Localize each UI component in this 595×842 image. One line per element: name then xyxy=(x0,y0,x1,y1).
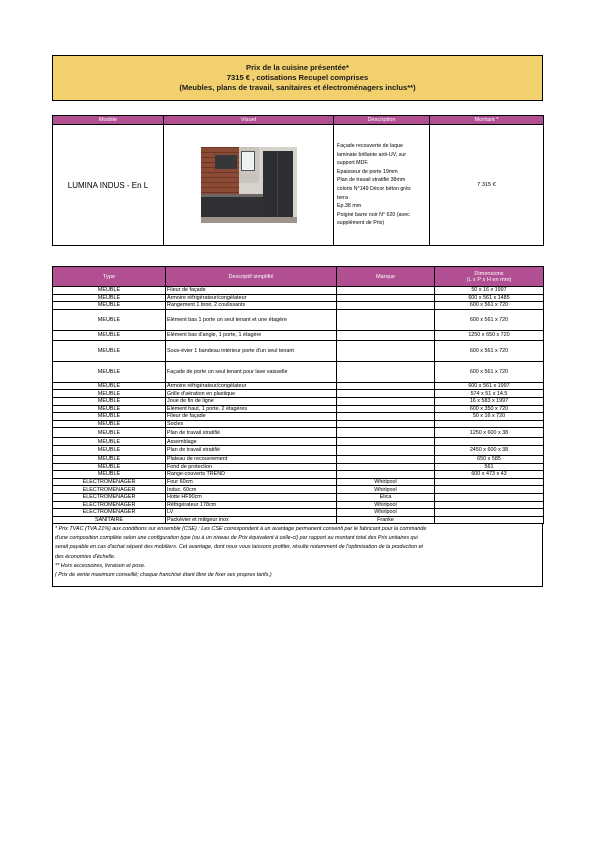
row-dimensions: 600 x 350 x 720 xyxy=(435,405,544,413)
table-row xyxy=(53,509,544,517)
row-dimensions: 1250 x 650 x 720 xyxy=(435,330,544,340)
detail-table xyxy=(52,266,544,524)
row-dimensions: 600 x 473 x 43 xyxy=(435,471,544,479)
summary-table xyxy=(52,115,544,246)
row-type: ELECTROMENAGER xyxy=(53,478,166,486)
table-row xyxy=(53,493,544,501)
row-dimensions: 600 x 561 x 720 xyxy=(435,340,544,361)
footnotes xyxy=(52,524,543,587)
row-description: Socles xyxy=(166,420,337,428)
footnote-line: ** Hors accessoires, livraison et pose. xyxy=(55,562,146,569)
row-brand xyxy=(337,287,435,295)
row-description: Assemblage xyxy=(166,438,337,446)
row-dimensions xyxy=(435,420,544,428)
row-dimensions: 2450 x 600 x 38 xyxy=(435,445,544,455)
row-brand xyxy=(337,455,435,463)
row-description: Fileur de façade xyxy=(166,287,337,295)
row-description: Packévier et mitigeur inox xyxy=(166,516,337,524)
row-brand xyxy=(337,302,435,310)
row-brand xyxy=(337,294,435,302)
row-description: Induc. 60cm xyxy=(166,486,337,494)
description-line: Poigné barre noir N° 620 (avec xyxy=(337,211,410,218)
row-type: MEUBLE xyxy=(53,340,166,361)
row-description: Rangement 1 tiroir, 2 coulissants xyxy=(166,302,337,310)
row-description: Four 60cm xyxy=(166,478,337,486)
row-type: MEUBLE xyxy=(53,405,166,413)
table-row xyxy=(53,382,544,390)
row-description: Grille d'aération en plastique xyxy=(166,390,337,398)
table-row xyxy=(53,302,544,310)
row-brand xyxy=(337,413,435,421)
row-dimensions xyxy=(435,509,544,517)
row-brand: Franke xyxy=(337,516,435,524)
row-dimensions xyxy=(435,478,544,486)
header-dimensions xyxy=(435,267,544,287)
row-dimensions xyxy=(435,438,544,446)
row-brand: Whirlpool xyxy=(337,486,435,494)
price-included-line: (Meubles, plans de travail, sanitaires et électroménagers inclus**) xyxy=(179,83,416,92)
row-brand xyxy=(337,397,435,405)
row-brand xyxy=(337,405,435,413)
row-dimensions xyxy=(435,493,544,501)
detail-header-row xyxy=(53,267,544,287)
row-brand xyxy=(337,382,435,390)
row-dimensions: 600 x 561 x 720 xyxy=(435,361,544,382)
table-row xyxy=(53,420,544,428)
row-dimensions: 1250 x 600 x 38 xyxy=(435,428,544,438)
row-dimensions: 561 xyxy=(435,463,544,471)
kitchen-photo xyxy=(201,147,297,223)
price-header-box xyxy=(52,55,543,101)
row-description: Elément bas 1 porte un seul tenant et une étagère xyxy=(166,309,337,330)
header-montant: Montant * xyxy=(430,116,544,125)
table-row xyxy=(53,428,544,438)
table-row xyxy=(53,478,544,486)
row-dimensions: 600 x 561 x 720 xyxy=(435,302,544,310)
price-title: Prix de la cuisine présentée* xyxy=(246,63,349,72)
footnote-line: ( Prix de vente maximum conseillé; chaque franchisé étant libre de fixer ses propres tarifs.) xyxy=(55,572,272,579)
description-line: support MDF. xyxy=(337,160,369,167)
row-type: ELECTROMENAGER xyxy=(53,486,166,494)
row-brand xyxy=(337,428,435,438)
row-description: Fond de protection xyxy=(166,463,337,471)
row-description: Range-couverts TREND xyxy=(166,471,337,479)
row-type: MEUBLE xyxy=(53,330,166,340)
table-row xyxy=(53,397,544,405)
row-description: Fileur de façade xyxy=(166,413,337,421)
table-row xyxy=(53,438,544,446)
table-row xyxy=(53,309,544,330)
row-brand xyxy=(337,420,435,428)
description-line: Ep.38 mm xyxy=(337,203,362,210)
row-type: MEUBLE xyxy=(53,445,166,455)
table-row xyxy=(53,455,544,463)
row-type: MEUBLE xyxy=(53,455,166,463)
row-brand xyxy=(337,438,435,446)
row-type: MEUBLE xyxy=(53,302,166,310)
row-type: ELECTROMENAGER xyxy=(53,509,166,517)
row-description: Elément bas d'angle, 1 porte, 1 étagère xyxy=(166,330,337,340)
detail-body xyxy=(53,287,544,524)
table-row xyxy=(53,390,544,398)
row-type: MEUBLE xyxy=(53,390,166,398)
row-brand xyxy=(337,309,435,330)
header-modele: Modèle xyxy=(53,116,164,125)
table-row xyxy=(53,405,544,413)
row-type: MEUBLE xyxy=(53,471,166,479)
description-cell xyxy=(334,125,430,246)
footnote-line: serait payable en cas d'achat séparé des mobiliers. Cet avantage, dont nous vous laissons profiter, résulte notamment de l'optimisation de la production et xyxy=(55,544,423,551)
header-type: Type xyxy=(53,267,166,287)
row-description: Armoire réfrigérateur/congélateur xyxy=(166,382,337,390)
price-amount-line: 7315 € , cotisations Recupel comprises xyxy=(226,73,369,82)
row-brand xyxy=(337,361,435,382)
row-type: ELECTROMENAGER xyxy=(53,493,166,501)
footnote-line: * Prix TVAC (TVA 21%) aux conditions sur ensemble (CSE) : Les CSE correspondent à un avantage permanent consenti par le fabricant pour la commande xyxy=(55,526,427,532)
table-row xyxy=(53,463,544,471)
row-type: MEUBLE xyxy=(53,382,166,390)
row-dimensions: 600 x 561 x 1997 xyxy=(435,382,544,390)
row-dimensions: 600 x 561 x 720 xyxy=(435,309,544,330)
row-type: ELECTROMENAGER xyxy=(53,501,166,509)
row-description: Joue de fin de ligne xyxy=(166,397,337,405)
model-name: LUMINA INDUS - En L xyxy=(53,125,164,246)
description-line: terra xyxy=(337,194,348,201)
table-row xyxy=(53,330,544,340)
row-dimensions xyxy=(435,486,544,494)
description-line: coloris N°149 Décor béton grès xyxy=(337,186,411,192)
header-marque: Marque xyxy=(337,267,435,287)
row-description: Plateau de recouvrement xyxy=(166,455,337,463)
row-type: MEUBLE xyxy=(53,287,166,295)
description-line: Façade recouverte de laque xyxy=(337,143,403,150)
row-type: MEUBLE xyxy=(53,309,166,330)
row-type: MEUBLE xyxy=(53,413,166,421)
row-brand xyxy=(337,330,435,340)
row-dimensions xyxy=(435,516,544,524)
row-brand: Whirlpool xyxy=(337,501,435,509)
row-type: MEUBLE xyxy=(53,361,166,382)
row-brand xyxy=(337,463,435,471)
row-dimensions: 650 x 585 xyxy=(435,455,544,463)
row-brand xyxy=(337,445,435,455)
row-description: Plan de travail stratifié xyxy=(166,428,337,438)
visual-cell xyxy=(164,125,334,246)
table-row xyxy=(53,445,544,455)
row-description: Façade de porte un seul tenant pour lave vaisselle xyxy=(166,361,337,382)
row-brand: Whirlpool xyxy=(337,509,435,517)
description-line: Epaisseur de porte 19mm xyxy=(337,168,398,175)
row-brand xyxy=(337,390,435,398)
table-row xyxy=(53,486,544,494)
table-row xyxy=(53,516,544,524)
row-dimensions: 600 x 561 x 1485 xyxy=(435,294,544,302)
row-description: Hotte HF90cm xyxy=(166,493,337,501)
row-description: LV xyxy=(166,509,337,517)
amount-value: 7 315 € xyxy=(430,125,544,246)
description-line: supplément de Prix) xyxy=(337,220,385,227)
row-brand xyxy=(337,340,435,361)
row-dimensions: 50 x 16 x 1997 xyxy=(435,287,544,295)
row-dimensions xyxy=(435,501,544,509)
footnote-line: des économies d'échelle. xyxy=(55,553,116,560)
row-type: MEUBLE xyxy=(53,420,166,428)
table-row xyxy=(53,361,544,382)
row-dimensions: 50 x 16 x 720 xyxy=(435,413,544,421)
summary-row xyxy=(53,125,544,246)
description-line: laminate brillante anti-UV, sur xyxy=(337,151,406,158)
row-description: Sous-évier 1 bandeau intérieur porte d'un seul tenant xyxy=(166,340,337,361)
header-dimensions-title: Dimensions xyxy=(474,270,504,277)
header-description: Description xyxy=(334,116,430,125)
table-row xyxy=(53,501,544,509)
header-visuel: Visuel xyxy=(164,116,334,125)
row-type: MEUBLE xyxy=(53,438,166,446)
row-description: Elément haut, 1 porte, 2 étagères xyxy=(166,405,337,413)
row-type: SANITAIRE xyxy=(53,516,166,524)
header-dimensions-unit: (L x P x H en mm) xyxy=(466,276,512,283)
row-dimensions: 574 x 51 x 14.5 xyxy=(435,390,544,398)
row-type: MEUBLE xyxy=(53,294,166,302)
row-description: Réfrigérateur 178cm xyxy=(166,501,337,509)
table-row xyxy=(53,294,544,302)
summary-header-row xyxy=(53,116,544,125)
row-type: MEUBLE xyxy=(53,397,166,405)
header-descriptif: Descriptif simplifié xyxy=(166,267,337,287)
row-type: MEUBLE xyxy=(53,428,166,438)
description-line: Plan de travail stratifié 38mm xyxy=(337,177,406,184)
row-description: Armoire réfrigérateur/congélateur xyxy=(166,294,337,302)
row-brand: Whirlpool xyxy=(337,478,435,486)
footnote-line: d'une composition complète selon une configuration type (ou à un niveau de Prix équivalent à celle-ci) par rapport au montant total des Prix unitaires qui xyxy=(55,535,418,542)
table-row xyxy=(53,471,544,479)
row-brand: Elica xyxy=(337,493,435,501)
table-row xyxy=(53,287,544,295)
row-brand xyxy=(337,471,435,479)
row-dimensions: 16 x 583 x 1997 xyxy=(435,397,544,405)
table-row xyxy=(53,340,544,361)
table-row xyxy=(53,413,544,421)
row-description: Plan de travail stratifié xyxy=(166,445,337,455)
row-type: MEUBLE xyxy=(53,463,166,471)
